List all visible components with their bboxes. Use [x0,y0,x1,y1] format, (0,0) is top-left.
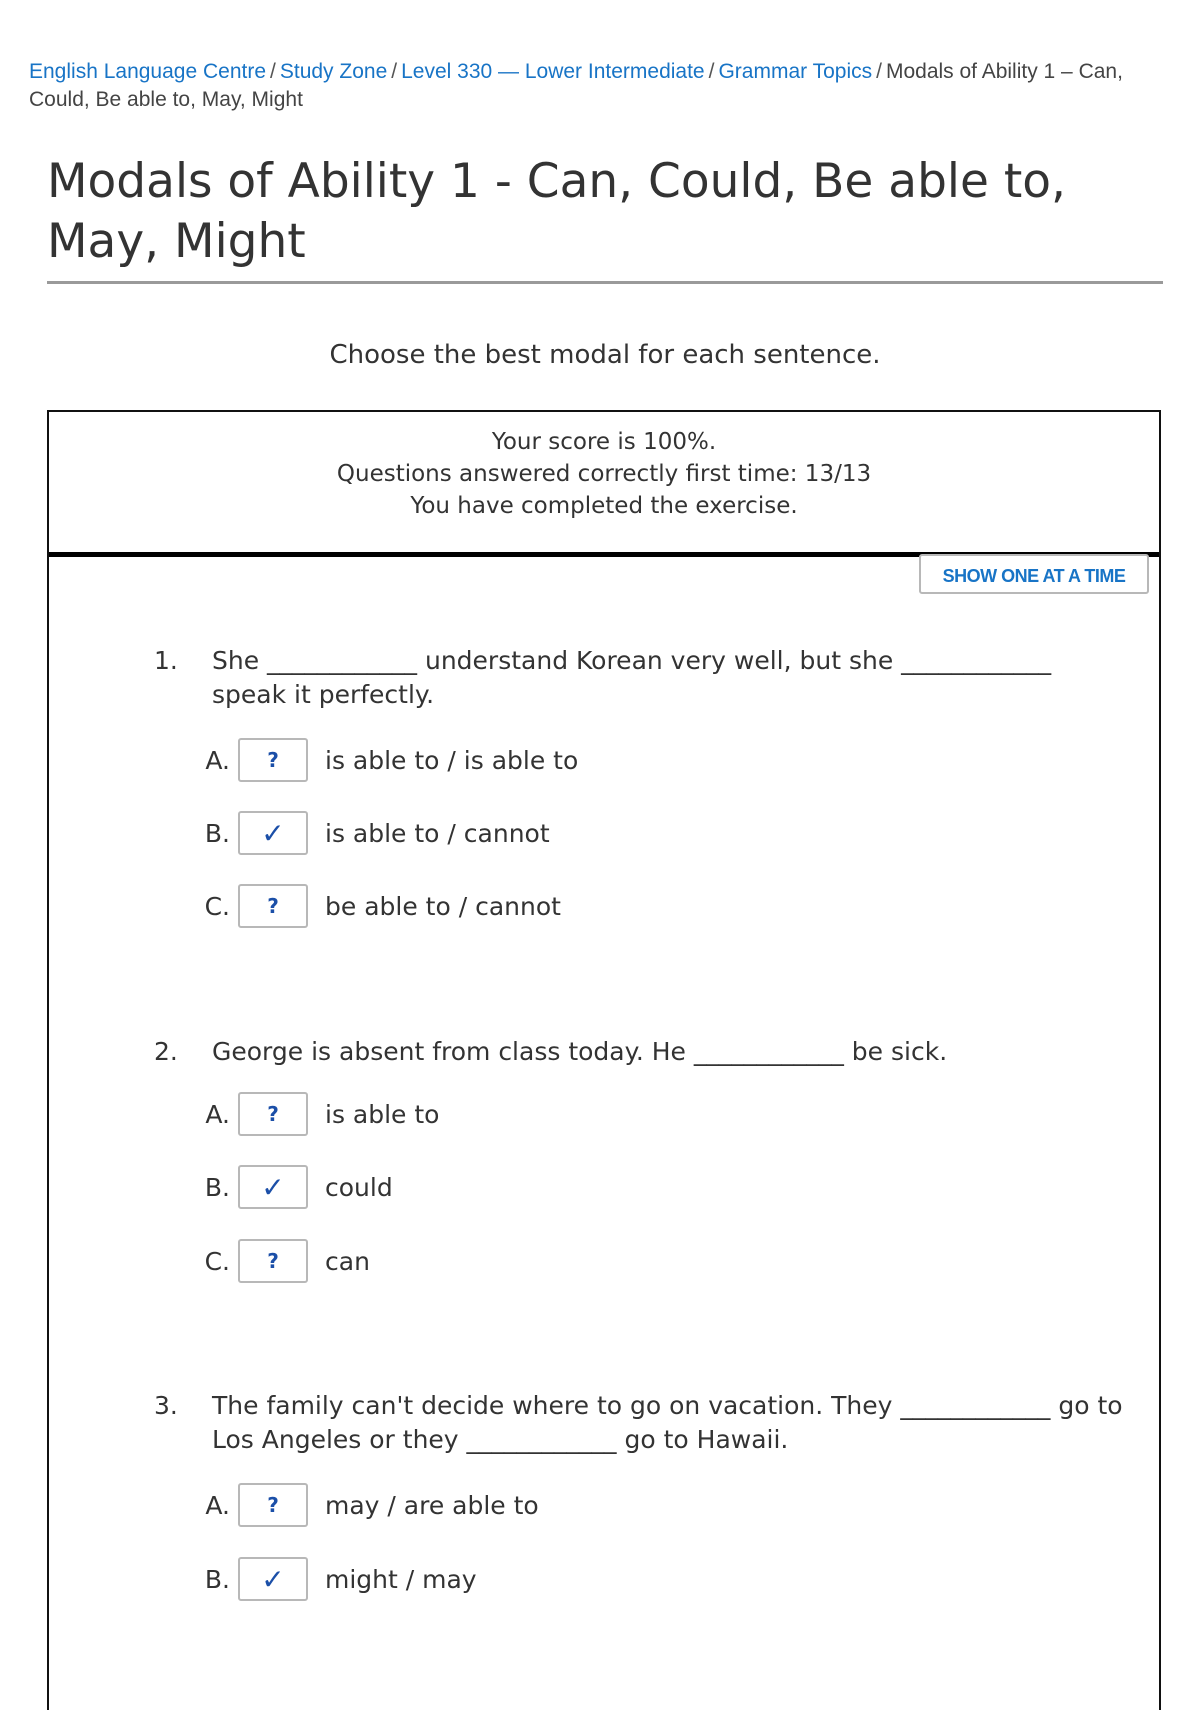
question-text: The family can't decide where to go on vacation. They ____________ go to Los Angeles or they ____________ go to Hawaii. [212,1391,1123,1454]
answer-question-icon[interactable]: ? [238,1483,308,1527]
option-b [49,1165,949,1211]
title-divider [47,281,1163,284]
breadcrumb-separator: / [391,60,398,83]
score-correct-count: Questions answered correctly first time: 13/13 [336,461,872,487]
checkmark-icon[interactable]: ✓ [238,811,308,855]
option-letter: A. [205,746,230,775]
option-text: could [325,1173,393,1202]
quiz-container [47,410,1161,1710]
question-number: 1. [154,646,178,675]
breadcrumb-link-level-330[interactable]: Level 330 — Lower Intermediate [401,60,705,83]
option-text: might / may [325,1565,477,1594]
option-letter: C. [204,1247,230,1276]
breadcrumb-link-english-language-centre[interactable]: English Language Centre [29,60,267,83]
breadcrumb [29,58,1129,114]
option-text: is able to [325,1100,440,1129]
option-c [49,1239,949,1285]
option-b [49,811,949,857]
option-text: is able to / cannot [325,819,550,848]
option-text: is able to / is able to [325,746,579,775]
question-text: She ____________ understand Korean very well, but she ____________ speak it perfectly. [212,646,1052,709]
option-b [49,1557,949,1603]
checkmark-icon[interactable]: ✓ [238,1165,308,1209]
option-text: can [325,1247,370,1276]
question-text: George is absent from class today. He ____________ be sick. [212,1037,948,1066]
breadcrumb-current: Modals of Ability 1 – Can, Could, Be able to, May, Might [29,60,1123,111]
breadcrumb-link-study-zone[interactable]: Study Zone [279,60,388,83]
breadcrumb-separator: / [708,60,715,83]
question-number: 2. [154,1037,178,1066]
option-letter: B. [204,819,230,848]
show-one-at-a-time-button[interactable]: SHOW ONE AT A TIME [919,554,1149,594]
option-a [49,1092,949,1138]
option-a [49,738,949,784]
option-c [49,884,949,930]
checkmark-icon[interactable]: ✓ [238,1557,308,1601]
option-letter: C. [204,892,230,921]
option-letter: B. [204,1173,230,1202]
answer-question-icon[interactable]: ? [238,884,308,928]
answer-question-icon[interactable]: ? [238,738,308,782]
question-number: 3. [154,1391,178,1420]
breadcrumb-link-grammar-topics[interactable]: Grammar Topics [718,60,873,83]
page-title: Modals of Ability 1 - Can, Could, Be able to, May, Might [47,154,1066,269]
score-panel [49,412,1159,557]
answer-question-icon[interactable]: ? [238,1239,308,1283]
breadcrumb-separator: / [876,60,882,83]
instructions: Choose the best modal for each sentence. [329,340,881,370]
option-text: may / are able to [325,1491,539,1520]
option-letter: A. [205,1100,230,1129]
answer-question-icon[interactable]: ? [238,1092,308,1136]
score-completion-message: You have completed the exercise. [410,493,798,519]
option-a [49,1483,949,1529]
score-percentage: Your score is 100%. [491,429,717,455]
option-text: be able to / cannot [325,892,561,921]
option-letter: B. [204,1565,230,1594]
breadcrumb-separator: / [270,60,276,83]
option-letter: A. [205,1491,230,1520]
